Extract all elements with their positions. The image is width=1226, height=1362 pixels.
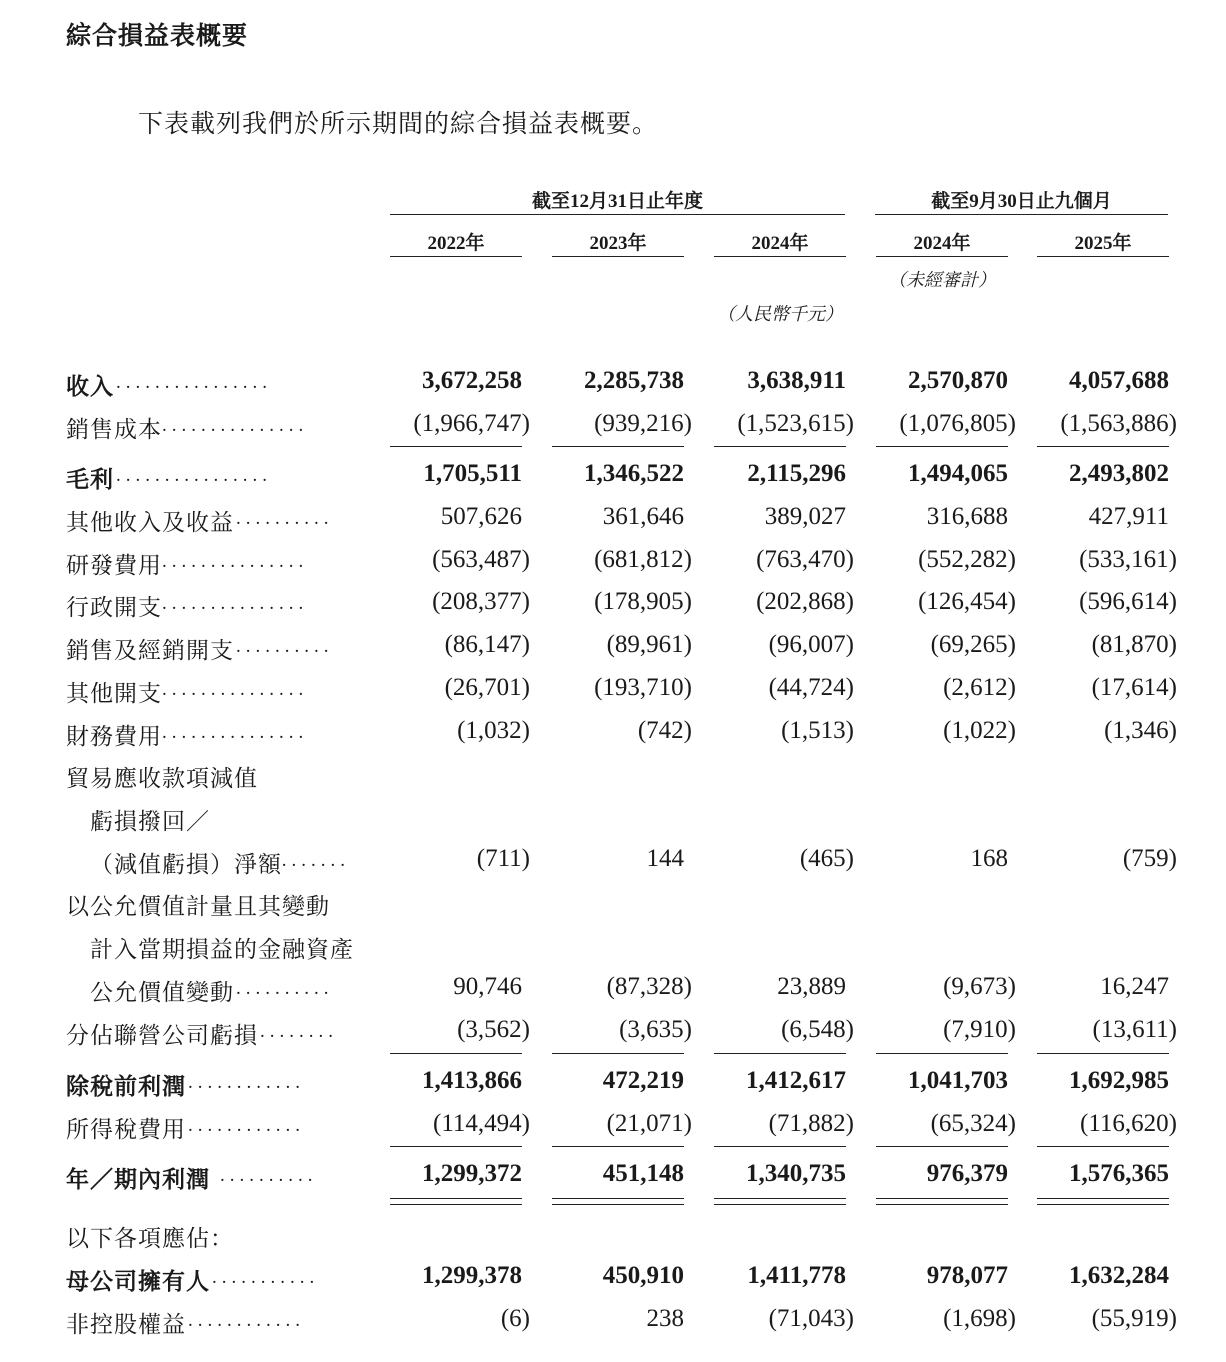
table-cell: 23,889 <box>777 973 846 1000</box>
table-cell: (89,961) <box>606 631 692 658</box>
dot-leader: .......... <box>236 508 334 529</box>
table-cell: (3,562) <box>457 1016 530 1043</box>
table-cell: (1,698) <box>943 1305 1016 1332</box>
col-header-2024: 2024年 <box>751 233 809 254</box>
table-cell: 1,413,866 <box>422 1067 522 1094</box>
subtotal-rule <box>1037 1053 1169 1054</box>
table-cell: (208,377) <box>432 588 530 615</box>
table-cell: (1,513) <box>781 717 854 744</box>
table-cell: (116,620) <box>1080 1110 1177 1137</box>
dot-leader: ........ <box>260 1021 338 1042</box>
table-cell: (465) <box>799 845 854 872</box>
subtotal-rule <box>714 1146 846 1147</box>
subtotal-rule <box>552 1204 684 1205</box>
dot-leader: .......... <box>236 636 334 657</box>
subtotal-rule <box>714 1198 846 1199</box>
table-cell: (759) <box>1122 845 1177 872</box>
col-header-2022: 2022年 <box>427 233 485 254</box>
table-cell: 4,057,688 <box>1069 367 1169 394</box>
subtotal-rule <box>390 1198 522 1199</box>
row-label: 財務費用 <box>66 724 162 750</box>
table-cell: (681,812) <box>594 546 692 573</box>
unaudited-note: （未經審計） <box>888 270 996 291</box>
table-cell: (742) <box>637 717 692 744</box>
dot-leader: ............ <box>188 1072 305 1093</box>
table-cell: 976,379 <box>926 1160 1008 1187</box>
subtotal-rule <box>552 446 684 447</box>
table-cell: (552,282) <box>918 546 1016 573</box>
subtotal-rule <box>552 1053 684 1054</box>
table-cell: 1,041,703 <box>908 1067 1008 1094</box>
table-cell: (193,710) <box>594 674 692 701</box>
dot-leader: ............... <box>162 679 309 700</box>
subtotal-rule <box>876 446 1008 447</box>
table-cell: (21,071) <box>606 1110 692 1137</box>
table-cell: (1,563,886) <box>1060 410 1177 437</box>
table-cell: (202,868) <box>756 588 854 615</box>
subtotal-rule <box>876 1204 1008 1205</box>
table-cell: (1,022) <box>943 717 1016 744</box>
subtotal-rule <box>390 446 522 447</box>
table-cell: 427,911 <box>1088 503 1169 530</box>
table-cell: (2,612) <box>943 674 1016 701</box>
table-cell: 978,077 <box>926 1262 1008 1289</box>
table-cell: 451,148 <box>602 1160 684 1187</box>
col-header-2023: 2023年 <box>589 233 647 254</box>
subtotal-rule <box>390 1146 522 1147</box>
subtotal-rule <box>714 1204 846 1205</box>
row-label: （減值虧損）淨額 <box>90 852 282 878</box>
dot-leader: ........... <box>212 1267 320 1288</box>
table-cell: (114,494) <box>433 1110 530 1137</box>
table-cell: 316,688 <box>926 503 1008 530</box>
subtotal-rule <box>714 446 846 447</box>
header-group-year: 截至12月31日止年度 <box>531 191 703 212</box>
dot-leader: ............... <box>162 551 309 572</box>
table-cell: (126,454) <box>918 588 1016 615</box>
table-cell: (9,673) <box>943 973 1016 1000</box>
dot-leader: ............... <box>162 722 309 743</box>
table-cell: (533,161) <box>1079 546 1177 573</box>
subtotal-rule <box>1037 1198 1169 1199</box>
table-cell: 1,576,365 <box>1069 1160 1169 1187</box>
table-cell: 389,027 <box>764 503 846 530</box>
table-cell: 3,638,911 <box>747 367 846 394</box>
col-rule <box>390 256 522 257</box>
table-cell: (1,523,615) <box>737 410 854 437</box>
table-cell: (55,919) <box>1091 1305 1177 1332</box>
table-cell: 1,346,522 <box>584 460 684 487</box>
header-rule-year <box>390 214 845 215</box>
row-label: 毛利 <box>66 466 114 493</box>
table-cell: (563,487) <box>432 546 530 573</box>
row-label: 以公允價值計量且其變動 <box>66 894 330 920</box>
table-cell: (1,076,805) <box>899 410 1016 437</box>
section-heading: 綜合損益表概要 <box>66 21 249 50</box>
row-label: 研發費用 <box>66 553 162 579</box>
dot-leader: ............ <box>188 1310 305 1331</box>
table-cell: (6,548) <box>781 1016 854 1043</box>
table-cell: (763,470) <box>756 546 854 573</box>
subtotal-rule <box>876 1198 1008 1199</box>
row-label: 所得稅費用 <box>66 1117 186 1143</box>
currency-note: （人民幣千元） <box>717 304 843 325</box>
subtotal-rule <box>1037 1204 1169 1205</box>
table-cell: (71,882) <box>768 1110 854 1137</box>
table-cell: (3,635) <box>619 1016 692 1043</box>
table-cell: (1,966,747) <box>413 410 530 437</box>
subtotal-rule <box>876 1053 1008 1054</box>
dot-leader: ............... <box>162 415 309 436</box>
row-label: 分佔聯營公司虧損 <box>66 1023 258 1049</box>
row-label: 公允價值變動 <box>90 980 234 1006</box>
table-cell: (596,614) <box>1079 588 1177 615</box>
table-cell: (6) <box>500 1305 530 1332</box>
table-cell: (69,265) <box>930 631 1016 658</box>
table-cell: 16,247 <box>1100 973 1169 1000</box>
table-cell: 1,299,372 <box>422 1160 522 1187</box>
table-cell: (87,328) <box>606 973 692 1000</box>
row-label: 非控股權益 <box>66 1312 186 1338</box>
subtotal-rule <box>390 1204 522 1205</box>
col-rule <box>552 256 684 257</box>
table-cell: 3,672,258 <box>422 367 522 394</box>
table-cell: 90,746 <box>453 973 522 1000</box>
col-rule <box>1037 256 1169 257</box>
row-label: 銷售及經銷開支 <box>66 638 234 664</box>
table-cell: 1,411,778 <box>747 1262 846 1289</box>
table-cell: 1,340,735 <box>746 1160 846 1187</box>
row-label: 母公司擁有人 <box>66 1268 210 1295</box>
subtotal-rule <box>876 1146 1008 1147</box>
dot-leader: .......... <box>220 1165 318 1186</box>
row-label: 其他開支 <box>66 681 162 707</box>
table-cell: 1,412,617 <box>746 1067 846 1094</box>
table-cell: (17,614) <box>1091 674 1177 701</box>
table-cell: 238 <box>646 1305 684 1332</box>
row-label: 計入當期損益的金融資產 <box>90 937 354 963</box>
table-cell: 2,493,802 <box>1069 460 1169 487</box>
dot-leader: ............... <box>162 593 309 614</box>
table-cell: (1,346) <box>1104 717 1177 744</box>
col-rule <box>714 256 846 257</box>
dot-leader: .......... <box>236 978 334 999</box>
row-label: 其他收入及收益 <box>66 510 234 536</box>
table-cell: 2,285,738 <box>584 367 684 394</box>
col-header-2025: 2025年 <box>1074 233 1132 254</box>
table-cell: 1,692,985 <box>1069 1067 1169 1094</box>
row-label: 行政開支 <box>66 595 162 621</box>
subtotal-rule <box>1037 446 1169 447</box>
row-label: 虧損撥回／ <box>90 809 210 835</box>
table-cell: (71,043) <box>768 1305 854 1332</box>
table-cell: 2,115,296 <box>747 460 846 487</box>
col-header-2024-nine-months: 2024年 <box>913 233 971 254</box>
table-cell: 2,570,870 <box>908 367 1008 394</box>
table-cell: (1,032) <box>457 717 530 744</box>
table-cell: (44,724) <box>768 674 854 701</box>
table-cell: (96,007) <box>768 631 854 658</box>
header-rule-nine-months <box>875 214 1168 215</box>
table-cell: (86,147) <box>444 631 530 658</box>
row-label: 銷售成本 <box>66 417 162 443</box>
table-cell: 361,646 <box>602 503 684 530</box>
table-cell: 168 <box>970 845 1008 872</box>
table-cell: (939,216) <box>594 410 692 437</box>
table-cell: (7,910) <box>943 1016 1016 1043</box>
row-label: 以下各項應佔： <box>66 1226 234 1252</box>
table-cell: (711) <box>476 845 530 872</box>
subtotal-rule <box>552 1146 684 1147</box>
table-cell: 1,705,511 <box>423 460 522 487</box>
table-cell: 450,910 <box>602 1262 684 1289</box>
subtotal-rule <box>552 1198 684 1199</box>
row-label: 除稅前利潤 <box>66 1073 186 1100</box>
subtotal-rule <box>390 1053 522 1054</box>
table-cell: 472,219 <box>602 1067 684 1094</box>
dot-leader: ................ <box>116 465 272 486</box>
table-cell: 1,494,065 <box>908 460 1008 487</box>
table-cell: (26,701) <box>444 674 530 701</box>
table-cell: (13,611) <box>1092 1016 1177 1043</box>
table-cell: 1,299,378 <box>422 1262 522 1289</box>
subtotal-rule <box>1037 1146 1169 1147</box>
table-cell: 1,632,284 <box>1069 1262 1169 1289</box>
table-cell: (178,905) <box>594 588 692 615</box>
dot-leader: ........ <box>272 850 350 871</box>
header-group-nine-months: 截至9月30日止九個月 <box>931 191 1112 212</box>
dot-leader: ............ <box>188 1115 305 1136</box>
dot-leader: ................ <box>116 372 272 393</box>
table-cell: 507,626 <box>440 503 522 530</box>
row-label: 貿易應收款項減值 <box>66 766 258 792</box>
intro-paragraph: 下表載列我們於所示期間的綜合損益表概要。 <box>138 109 659 138</box>
row-label: 年／期內利潤 <box>66 1166 210 1193</box>
col-rule <box>876 256 1008 257</box>
table-cell: (65,324) <box>930 1110 1016 1137</box>
table-cell: (81,870) <box>1091 631 1177 658</box>
subtotal-rule <box>714 1053 846 1054</box>
table-cell: 144 <box>646 845 684 872</box>
row-label: 收入 <box>66 373 114 400</box>
